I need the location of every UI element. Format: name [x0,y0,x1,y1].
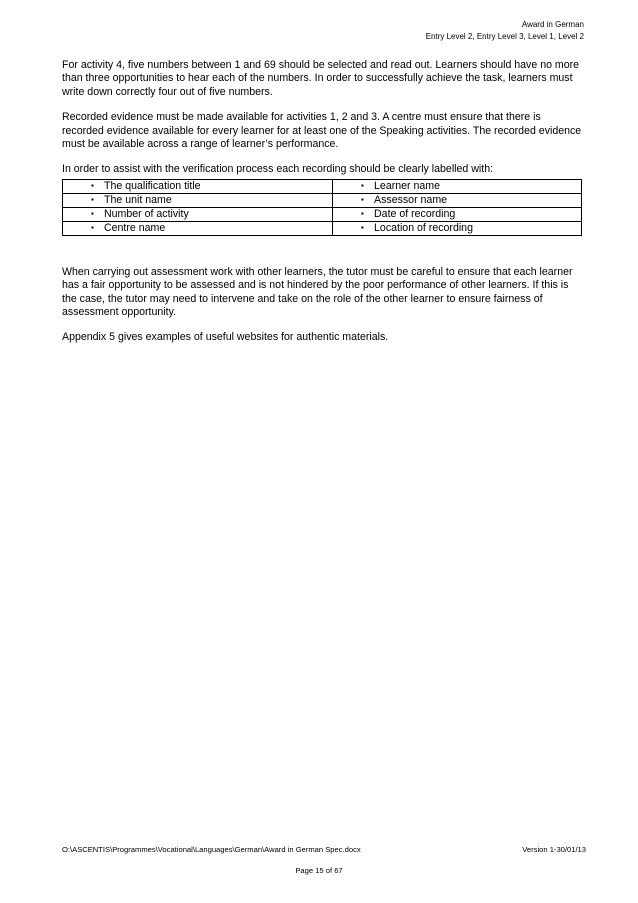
square-bullet-icon: ▪ [361,223,364,233]
square-bullet-icon: ▪ [91,223,94,233]
label-item: Assessor name [374,194,448,207]
table-cell [63,221,333,235]
square-bullet-icon: ▪ [91,181,94,191]
label-item: Number of activity [104,208,189,221]
document-body [62,59,582,357]
header-levels: Entry Level 2, Entry Level 3, Level 1, Level 2 [425,32,584,41]
label-item: Location of recording [374,222,473,235]
table-row [63,193,582,207]
label-item: The unit name [104,194,172,207]
table-row [63,179,582,193]
paragraph-recorded-evidence: Recorded evidence must be made available for activities 1, 2 and 3. A centre must ensure that there is recorded evidence available for every learner for at least one of the Speaking activities. The recorded evidence must be available across a range of learner’s performance. [62,111,582,151]
square-bullet-icon: ▪ [361,209,364,219]
square-bullet-icon: ▪ [91,195,94,205]
paragraph-assessment-fairness: When carrying out assessment work with other learners, the tutor must be careful to ensure that each learner has a fair opportunity to be assessed and is not hindered by the poor performance of other learners. If this is the case, the tutor may need to intervene and take on the role of the other learner to ensure fairness of assessment opportunity. [62,265,573,319]
paragraph-verification-intro: In order to assist with the verification process each recording should be clearly labelled with: [62,163,494,176]
table-cell [333,193,582,207]
table-cell [63,193,333,207]
label-item: Learner name [374,180,440,193]
label-item: Centre name [104,222,166,235]
label-item: The qualification title [104,180,201,193]
square-bullet-icon: ▪ [91,209,94,219]
recording-label-table [62,179,582,236]
square-bullet-icon: ▪ [361,181,364,191]
table-cell [63,207,333,221]
page-header [426,19,584,43]
table-cell [333,207,582,221]
table-cell [333,179,582,193]
square-bullet-icon: ▪ [361,195,364,205]
table-row [63,207,582,221]
paragraph-activity-4: For activity 4, five numbers between 1 and 69 should be selected and read out. Learners should have no more than three opportunities to hear each of the numbers. In order to successfully achieve the task, learners must write down correctly four out of five numbers. [62,59,580,98]
paragraph-appendix-reference: Appendix 5 gives examples of useful websites for authentic materials. [62,331,389,344]
footer-version: Version 1-30/01/13 [522,845,586,854]
table-cell [63,179,333,193]
header-qualification-title: Award in German [521,20,584,29]
table-row [63,221,582,235]
table-cell [333,221,582,235]
label-item: Date of recording [374,208,456,221]
footer-file-path: O:\ASCENTIS\Programmes\Vocational\Languages\German\Award in German Spec.docx [62,845,361,854]
page-number: Page 15 of 67 [295,866,343,875]
